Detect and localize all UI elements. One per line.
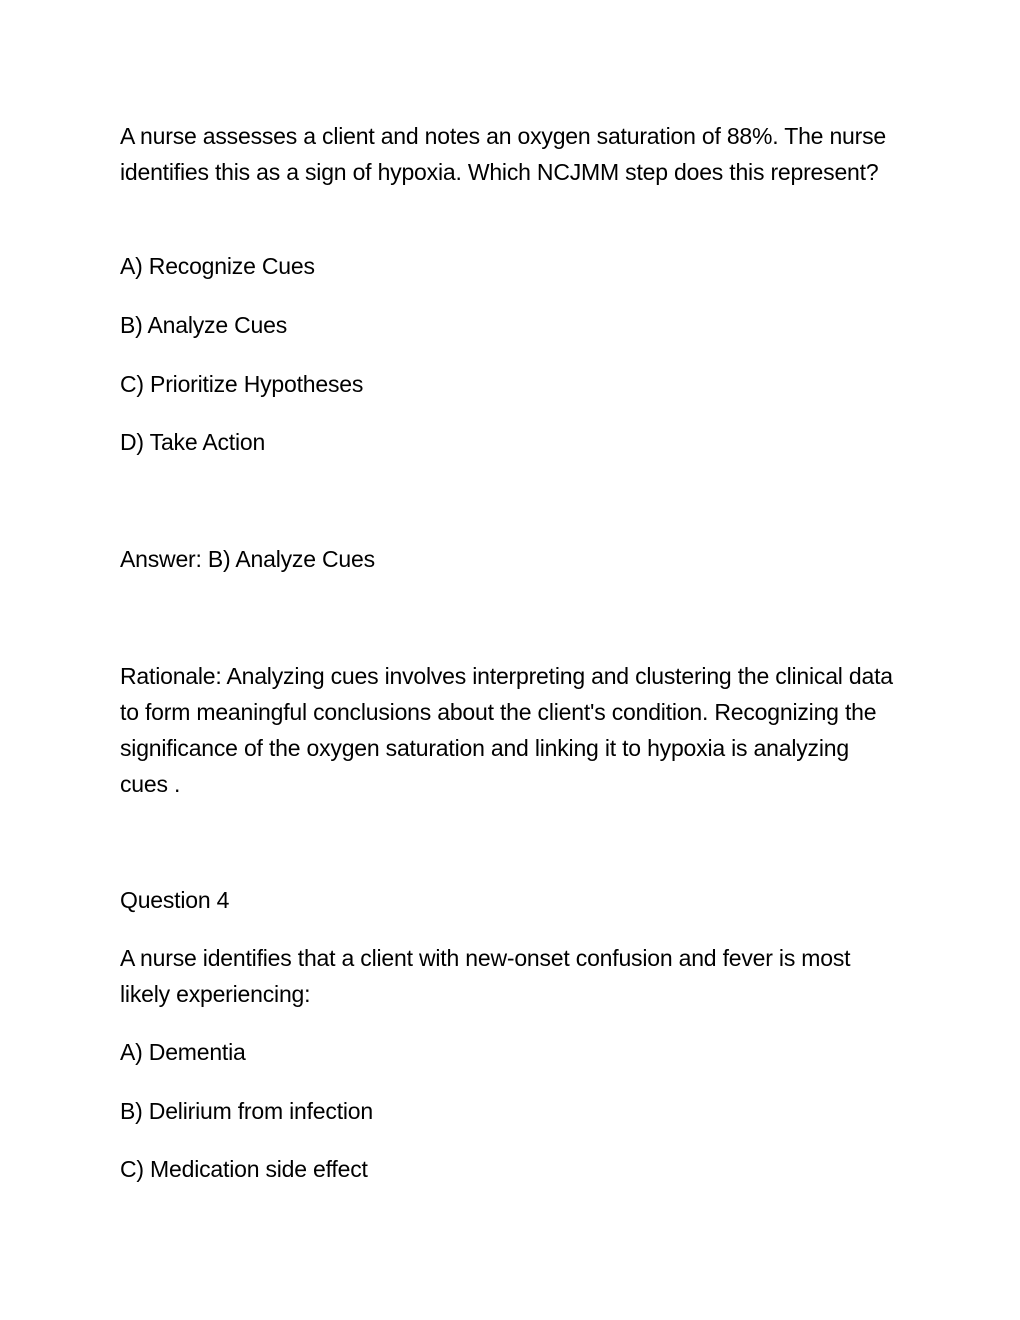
answer-option-a: A) Dementia [120, 1039, 246, 1065]
question-stem: A nurse assesses a client and notes an oxygen saturation of 88%. The nurse identifies this as a sign of hypoxia. Which NCJMM step does this represent? [120, 123, 886, 185]
question-stem: A nurse identifies that a client with new-onset confusion and fever is most likely experiencing: [120, 945, 851, 1007]
answer-option-b: B) Delirium from infection [120, 1098, 373, 1124]
answer-option-c: C) Prioritize Hypotheses [120, 371, 364, 397]
answer-option-b: B) Analyze Cues [120, 312, 288, 338]
answer-option-d: D) Take Action [120, 429, 266, 455]
answer-option-c: C) Medication side effect [120, 1156, 368, 1182]
question-heading: Question 4 [120, 887, 230, 913]
answer-line: Answer: B) Analyze Cues [120, 546, 375, 572]
answer-option-a: A) Recognize Cues [120, 253, 315, 279]
rationale-paragraph: Rationale: Analyzing cues involves interpreting and clustering the clinical data to form meaningful conclusions about the client's condition. Recognizing the significance of the oxygen saturation and linking it to hypoxia is analyzing cues . [120, 663, 893, 797]
